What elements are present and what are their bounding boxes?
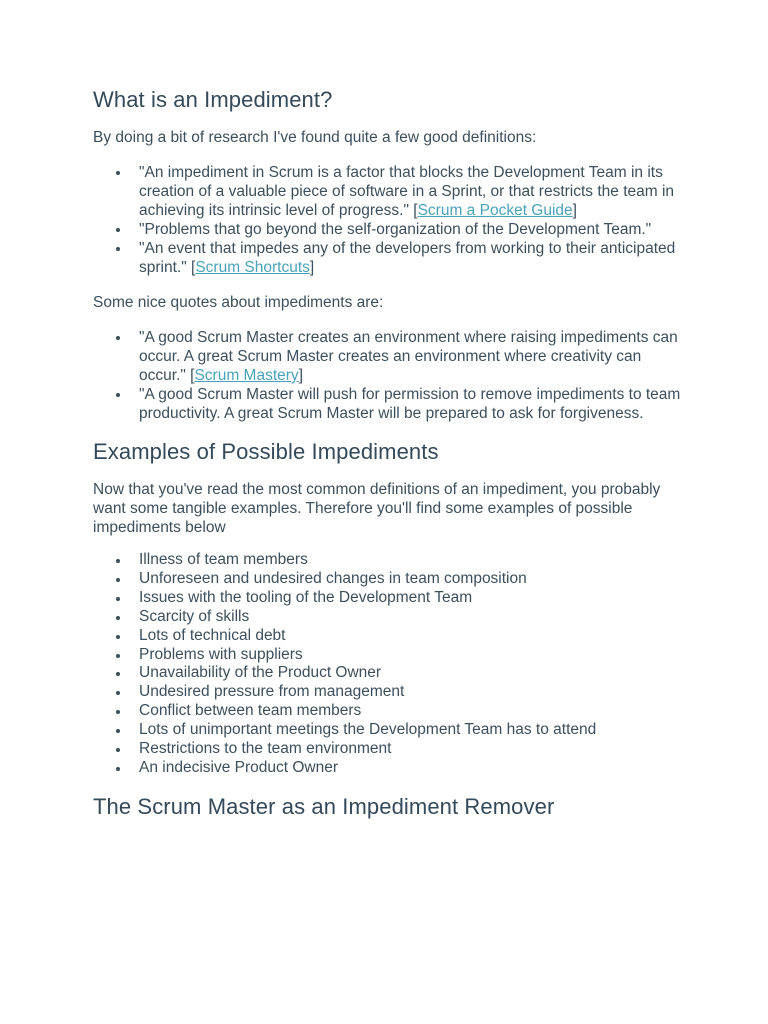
list-item bbox=[93, 328, 683, 385]
list-item bbox=[93, 163, 683, 220]
list-item: Scarcity of skills bbox=[93, 608, 683, 627]
paragraph-examples-intro: Now that you've read the most common definitions of an impediment, you probably want some tangible examples. Therefore you'll find some examples of possible impediments below bbox=[93, 481, 661, 536]
examples-list bbox=[93, 551, 683, 778]
quote-text: "A good Scrum Master creates an environment where raising impediments can occur. A great Scrum Master creates an environment where creativity can occur." [ bbox=[139, 329, 678, 384]
list-item: Unavailability of the Product Owner bbox=[93, 664, 683, 683]
paragraph-quotes-intro: Some nice quotes about impediments are: bbox=[93, 294, 384, 311]
heading-what-is-an-impediment: What is an Impediment? bbox=[93, 87, 333, 112]
definition-text: "An event that impedes any of the developers from working to their anticipated sprint." [ bbox=[139, 240, 676, 276]
list-item: Lots of unimportant meetings the Development Team has to attend bbox=[93, 721, 683, 740]
list-item: Undesired pressure from management bbox=[93, 683, 683, 702]
list-item: Restrictions to the team environment bbox=[93, 740, 683, 759]
list-item: Issues with the tooling of the Development Team bbox=[93, 589, 683, 608]
definition-text: "An impediment in Scrum is a factor that blocks the Development Team in its creation of a valuable piece of software in a Sprint, or that restricts the team in achieving its intrinsic level of progress." [ bbox=[139, 164, 675, 219]
list-item bbox=[93, 220, 683, 239]
quote-text: "A good Scrum Master will push for permission to remove impediments to team productivity. A great Scrum Master will be prepared to ask for forgiveness. bbox=[139, 386, 681, 422]
definition-text: "Problems that go beyond the self-organization of the Development Team." bbox=[139, 221, 652, 238]
list-item: An indecisive Product Owner bbox=[93, 759, 683, 778]
list-item: Conflict between team members bbox=[93, 702, 683, 721]
definitions-list bbox=[93, 163, 683, 277]
list-item: Problems with suppliers bbox=[93, 646, 683, 665]
list-item: Illness of team members bbox=[93, 551, 683, 570]
link-scrum-mastery[interactable]: Scrum Mastery bbox=[194, 367, 299, 384]
bracket-close: ] bbox=[309, 259, 315, 276]
quotes-list bbox=[93, 328, 683, 423]
heading-scrum-master-impediment-remover: The Scrum Master as an Impediment Remover bbox=[93, 793, 555, 819]
document-page bbox=[93, 0, 683, 821]
list-item bbox=[93, 385, 683, 423]
link-scrum-a-pocket-guide[interactable]: Scrum a Pocket Guide bbox=[417, 202, 573, 219]
heading-examples-of-possible-impediments: Examples of Possible Impediments bbox=[93, 439, 439, 464]
list-item bbox=[93, 239, 683, 277]
list-item: Unforeseen and undesired changes in team composition bbox=[93, 570, 683, 589]
paragraph-research-intro: By doing a bit of research I've found quite a few good definitions: bbox=[93, 129, 537, 146]
list-item: Lots of technical debt bbox=[93, 627, 683, 646]
link-scrum-shortcuts[interactable]: Scrum Shortcuts bbox=[195, 259, 310, 276]
bracket-close: ] bbox=[572, 202, 577, 219]
bracket-close: ] bbox=[298, 367, 303, 384]
